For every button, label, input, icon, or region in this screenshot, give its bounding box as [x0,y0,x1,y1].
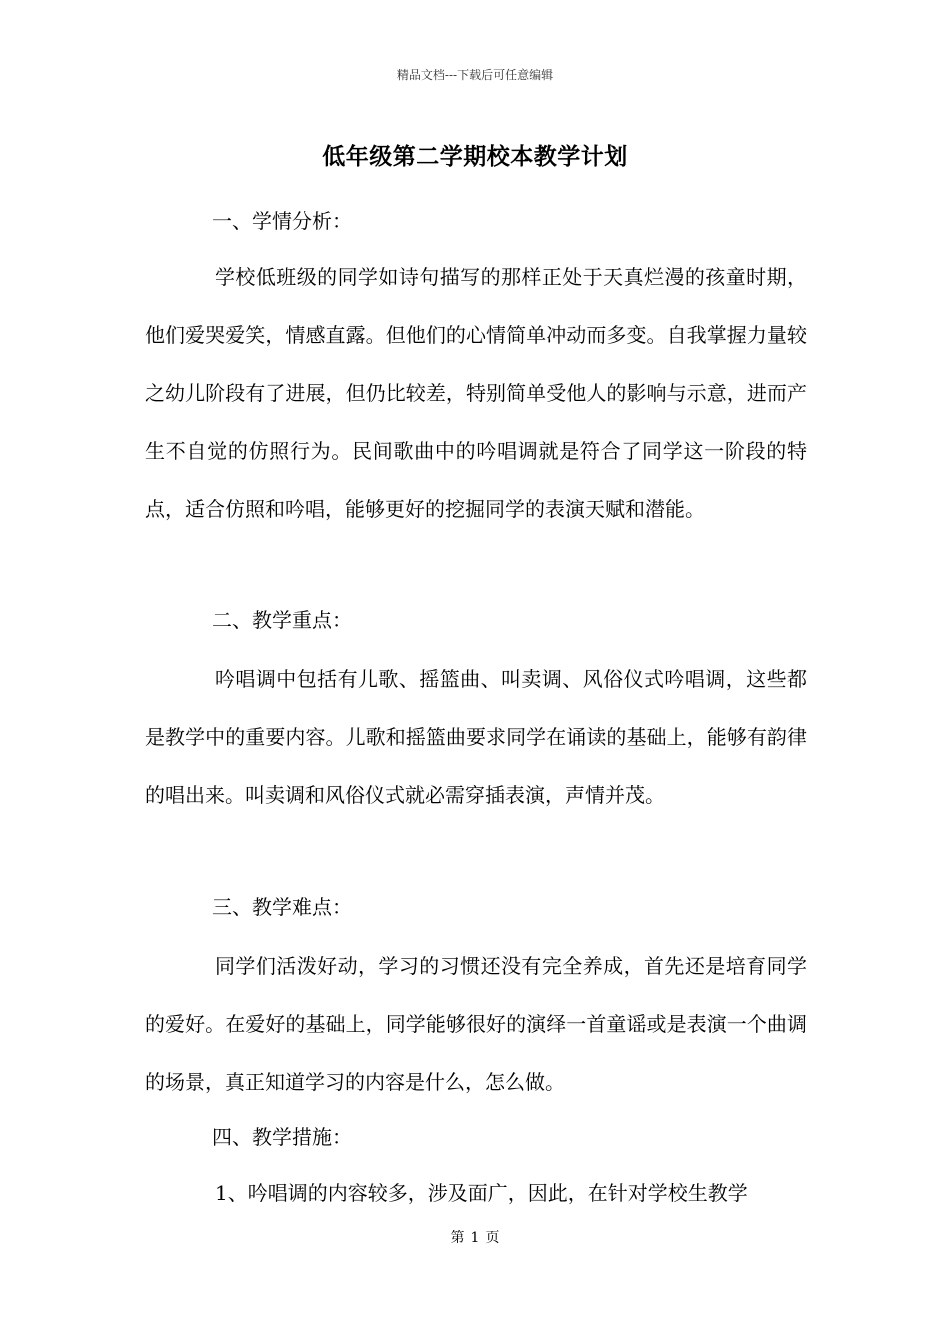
page-number-suffix: 页 [485,1230,500,1246]
section-paragraph-analysis: 学校低班级的同学如诗句描写的那样正处于天真烂漫的孩童时期，他们爱哭爱笑，情感直露。但他们的心情简单冲动而多变。自我掌握力量较之幼儿阶段有了进展，但仍比较差，特别简单受他人的影响与示意，进而产生不自觉的仿照行为。民间歌曲中的吟唱调就是符合了同学这一阶段的特点，适合仿照和吟唱，能够更好的挖掘同学的表演天赋和潜能。 [145,265,807,521]
page-footer [0,1227,950,1247]
section-heading-analysis: 一、学情分析： [212,209,352,233]
document-title: 低年级第二学期校本教学计划 [322,143,628,170]
section-heading-key-points: 二、教学重点： [212,608,352,632]
section-paragraph-difficulties: 同学们活泼好动，学习的习惯还没有完全养成，首先还是培育同学的爱好。在爱好的基础上，同学能够很好的演绎一首童谣或是表演一个曲调的场景，真正知道学习的内容是什么，怎么做。 [145,954,807,1094]
page-number: 1 [470,1230,480,1246]
section-paragraph-key-points: 吟唱调中包括有儿歌、摇篮曲、叫卖调、风俗仪式吟唱调，这些都是教学中的重要内容。儿歌和摇篮曲要求同学在诵读的基础上，能够有韵律的唱出来。叫卖调和风俗仪式就必需穿插表演，声情并茂。 [145,667,807,807]
section-heading-measures: 四、教学措施： [212,1125,352,1149]
section-heading-difficulties: 三、教学难点： [212,895,352,919]
page-number-prefix: 第 [450,1230,465,1246]
page-header: 精品文档---下载后可任意编辑 [396,68,554,82]
section-paragraph-measures: 1、吟唱调的内容较多，涉及面广，因此，在针对学校生教学 [215,1181,748,1205]
